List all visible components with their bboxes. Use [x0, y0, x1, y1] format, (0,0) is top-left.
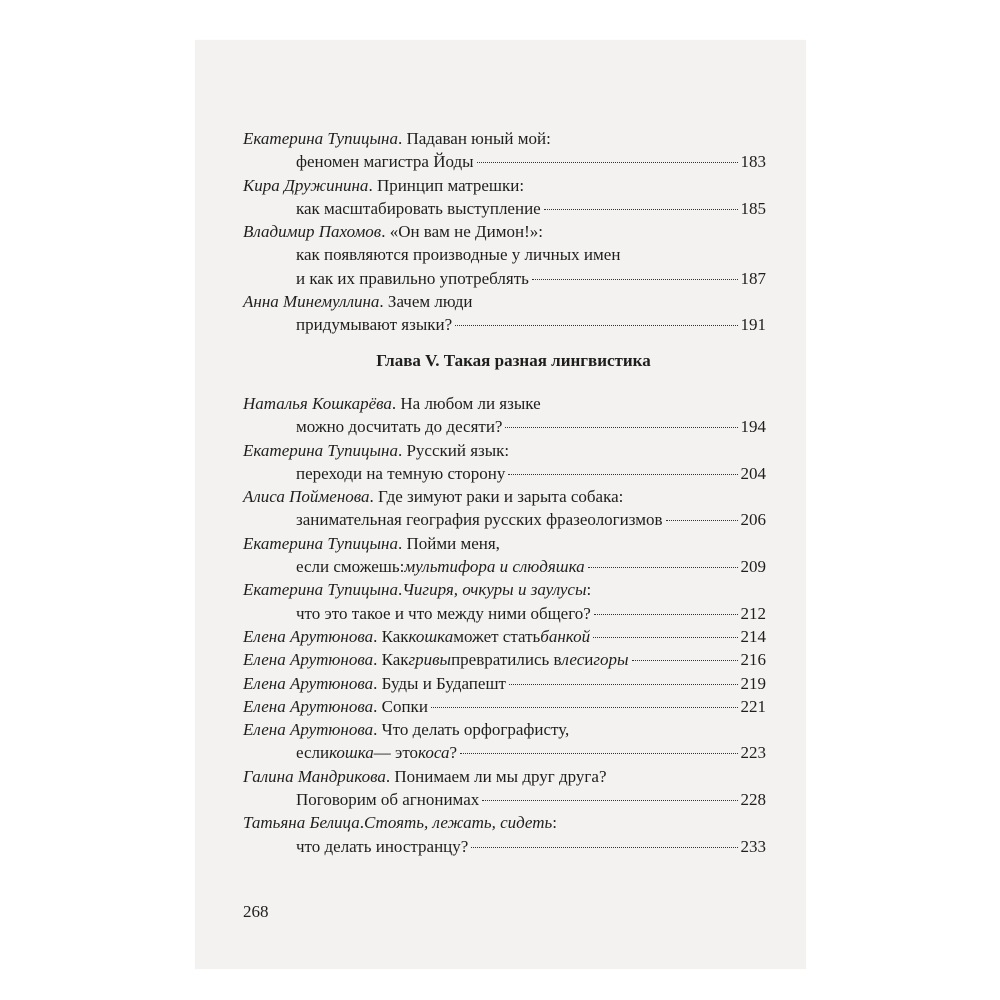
toc-entry-first-line [243, 672, 766, 695]
toc-entry-continuation [243, 508, 766, 531]
entry-title: . Буды и Будапешт [373, 673, 506, 693]
entry-author: Елена Арутюнова [243, 720, 374, 740]
dot-leader [431, 707, 738, 708]
dot-leader [505, 427, 737, 428]
entry-page-number: 216 [740, 650, 766, 670]
entry-page-number: 223 [740, 743, 766, 763]
entry-page-number: 212 [740, 603, 766, 623]
toc-entry [243, 765, 766, 812]
entry-title-segment: : [586, 580, 592, 600]
toc-entry-first-line [243, 625, 766, 648]
toc-entry [243, 811, 766, 858]
entry-author: Екатерина Тупицына [243, 129, 398, 148]
entry-title: . Зачем люди [379, 292, 473, 312]
toc-entry-first-line [243, 765, 766, 788]
entry-page-number: 187 [740, 268, 766, 288]
entry-page-number: 185 [740, 198, 766, 218]
toc-entry [243, 485, 766, 532]
chapter-heading: Глава V. Такая разная лингвистика [376, 350, 651, 370]
dot-leader [632, 660, 738, 661]
toc-entry-first-line [243, 485, 766, 508]
entry-author: Анна Минемуллина [243, 292, 380, 312]
dot-leader [593, 637, 737, 638]
dot-leader [460, 753, 737, 754]
toc-entry-continuation [243, 741, 766, 764]
entry-title-segment: если сможешь: [296, 557, 405, 577]
toc-entry-first-line [243, 290, 766, 313]
entry-title-segment: как появляются производные у личных имен [296, 245, 621, 265]
entry-title-segment: что это такое и что между ними общего? [296, 603, 591, 623]
entry-title-segment: феномен магистра Йоды [296, 152, 474, 172]
entry-author: Алиса Пойменова [243, 487, 370, 507]
entry-title-segment: и как их правильно употреблять [296, 268, 529, 288]
entry-title-segment: занимательная география русских фразеологизмов [296, 510, 663, 530]
entry-author: Екатерина Тупицына [243, 533, 398, 553]
dot-leader [544, 209, 738, 210]
toc-entry-first-line [243, 439, 766, 462]
entry-title-segment: гривы [408, 650, 452, 670]
entry-page-number: 219 [740, 673, 766, 693]
dot-leader [477, 162, 738, 163]
entry-page-number: 206 [740, 510, 766, 530]
entry-title-segment: если [296, 743, 330, 763]
entry-title: . Русский язык: [397, 440, 510, 460]
entry-title-segment: . [359, 813, 364, 833]
toc-entry-first-line [243, 718, 766, 741]
toc-entry-first-line [243, 392, 766, 415]
entry-page-number: 183 [740, 152, 766, 172]
dot-leader [532, 279, 738, 280]
toc-entry [243, 625, 766, 648]
dot-leader [588, 567, 738, 568]
entry-author: Наталья Кошкарёва [243, 393, 392, 413]
toc-section-1 [243, 127, 766, 337]
toc-entry-continuation [243, 267, 766, 290]
entry-page-number: 194 [740, 417, 766, 437]
entry-title: . Сопки [373, 696, 428, 716]
entry-title: . На любом ли языке [391, 393, 541, 413]
toc-entry [243, 578, 766, 625]
toc-entry [243, 672, 766, 695]
entry-title-segment: . Как [373, 650, 409, 670]
toc-entry-first-line [243, 532, 766, 555]
toc-entry [243, 174, 766, 221]
toc-entry-continuation [243, 555, 766, 578]
toc-entry [243, 392, 766, 439]
entry-title-segment: . Как [373, 626, 409, 646]
entry-title-segment: и [584, 650, 594, 670]
toc-entry-first-line [243, 578, 766, 601]
entry-title-segment: . [397, 580, 403, 600]
dot-leader [594, 614, 738, 615]
dot-leader [509, 684, 738, 685]
entry-title-segment: что делать иностранцу? [296, 836, 469, 856]
page-number: 268 [243, 902, 269, 921]
entry-title-segment: горы [593, 650, 629, 670]
entry-title-segment: коса [418, 743, 450, 763]
entry-title-segment: банкой [540, 626, 591, 646]
toc-entry-first-line [243, 695, 766, 718]
toc-entry [243, 220, 766, 290]
entry-page-number: 204 [740, 463, 766, 483]
entry-title-segment: кошка [329, 743, 374, 763]
entry-page-number: 214 [740, 626, 766, 646]
entry-title-segment: мультифора и слюдяшка [404, 557, 585, 577]
toc-entry [243, 290, 766, 337]
entry-title: . Что делать орфографисту, [373, 720, 570, 740]
toc-entry-continuation [243, 835, 766, 858]
toc-entry-continuation [243, 150, 766, 173]
entry-title-segment: Поговорим об агнонимах [296, 790, 480, 810]
entry-title-segment: ? [449, 743, 458, 763]
entry-author: Елена Арутюнова [243, 650, 374, 670]
entry-page-number: 221 [740, 696, 766, 716]
toc-entry [243, 718, 766, 765]
entry-author: Галина Мандрикова [243, 766, 386, 786]
toc-entry-continuation [243, 313, 766, 336]
entry-author: Елена Арутюнова [243, 673, 374, 693]
entry-title: . Принцип матрешки: [368, 175, 525, 195]
dot-leader [666, 520, 738, 521]
entry-title-segment: как масштабировать выступление [296, 198, 541, 218]
entry-title: . «Он вам не Димон!»: [381, 222, 543, 242]
toc-entry [243, 532, 766, 579]
entry-title-segment: может стать [453, 626, 541, 646]
toc-entry-first-line [243, 174, 766, 197]
entry-page-number: 233 [740, 836, 766, 856]
toc-entry-first-line [243, 220, 766, 243]
toc-entry-continuation [243, 197, 766, 220]
toc-entry-continuation [243, 462, 766, 485]
entry-page-number: 191 [740, 315, 766, 335]
toc-entry-continuation [243, 788, 766, 811]
entry-page-number: 228 [740, 790, 766, 810]
entry-title-segment: — это [373, 743, 419, 763]
entry-page-number: 209 [740, 557, 766, 577]
dot-leader [508, 474, 737, 475]
entry-title-segment: : [552, 813, 557, 833]
dot-leader [455, 325, 737, 326]
entry-author: Елена Арутюнова [243, 626, 374, 646]
entry-author: Екатерина Тупицына [243, 440, 398, 460]
toc-entry-first-line [243, 648, 766, 671]
entry-title-segment: лес [561, 650, 585, 670]
toc-section-2 [243, 392, 766, 858]
toc-entry [243, 439, 766, 486]
entry-author: Кира Дружинина [243, 175, 369, 195]
toc-entry-continuation [243, 602, 766, 625]
entry-title-segment: Стоять, лежать, сидеть [363, 813, 553, 833]
toc-entry [243, 127, 766, 174]
entry-author: Елена Арутюнова [243, 696, 374, 716]
toc-entry-first-line [243, 811, 766, 834]
entry-title-segment: придумывают языки? [296, 315, 453, 335]
entry-title: . Где зимуют раки и зарыта собака: [369, 487, 624, 507]
toc-entry-continuation [243, 243, 766, 266]
entry-title: . Падаван юный мой: [397, 129, 551, 148]
toc-entry-first-line [243, 127, 766, 150]
entry-title: . Пойми меня, [397, 533, 500, 553]
dot-leader [471, 847, 737, 848]
toc-entry [243, 695, 766, 718]
dot-leader [482, 800, 737, 801]
entry-author: Екатерина Тупицына [243, 580, 398, 600]
entry-title-segment: переходи на темную сторону [296, 463, 506, 483]
entry-title-segment: можно досчитать до десяти? [296, 417, 503, 437]
toc-entry [243, 648, 766, 671]
entry-title-segment: кошка [408, 626, 454, 646]
table-of-contents [243, 127, 766, 858]
entry-title-segment: Чигиря, очкуры и заулусы [402, 580, 587, 600]
entry-title: . Понимаем ли мы друг друга? [385, 766, 607, 786]
entry-title-segment: превратились в [451, 650, 562, 670]
entry-author: Татьяна Белица [243, 813, 360, 833]
toc-entry-continuation [243, 415, 766, 438]
entry-author: Владимир Пахомов [243, 222, 382, 242]
